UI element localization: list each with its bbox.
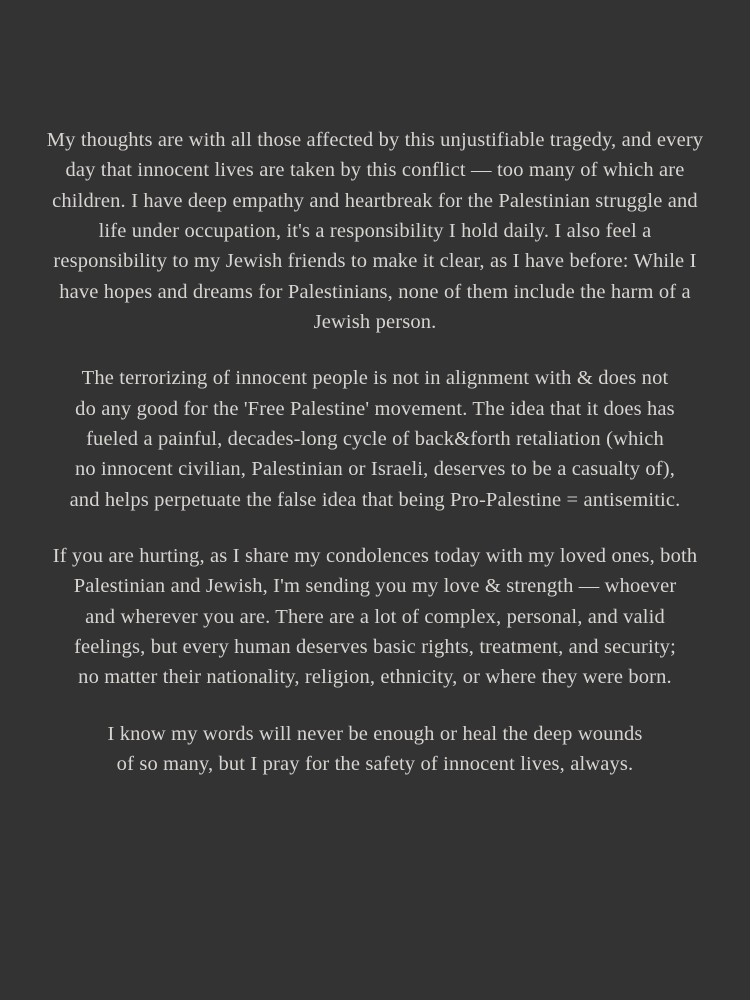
statement-paragraph-3: If you are hurting, as I share my condolences today with my loved ones, both Palestinian and Jewish, I'm sending you my love & strength — whoever and wherever you are. There are a lot of complex, personal, and valid feelings, but every human deserves basic rights, treatment, and security; no matter their nationality, religion, ethnicity, or where they were born.: [52, 544, 698, 689]
statement-paragraph-1: My thoughts are with all those affected by this unjustifiable tragedy, and every day that innocent lives are taken by this conflict — too many of which are children. I have deep empathy and heartbreak for the Palestinian struggle and life under occupation, it's a responsibility I hold daily. I also feel a responsibility to my Jewish friends to make it clear, as I have before: While I have hopes and dreams for Palestinians, none of them include the harm of a Jewish person.: [46, 129, 704, 333]
statement-paragraph-4: I know my words will never be enough or heal the deep wounds of so many, but I pray for the safety of innocent lives, always.: [107, 722, 643, 775]
statement-paragraph-2: The terrorizing of innocent people is not in alignment with & does not do any good for the 'Free Palestine' movement. The idea that it does has fueled a painful, decades-long cycle of back&forth retaliation (which no innocent civilian, Palestinian or Israeli, deserves to be a casualty of), and helps perpetuate the false idea that being Pro-Palestine = antisemitic.: [69, 367, 681, 511]
statement-text-block: [34, 125, 716, 779]
